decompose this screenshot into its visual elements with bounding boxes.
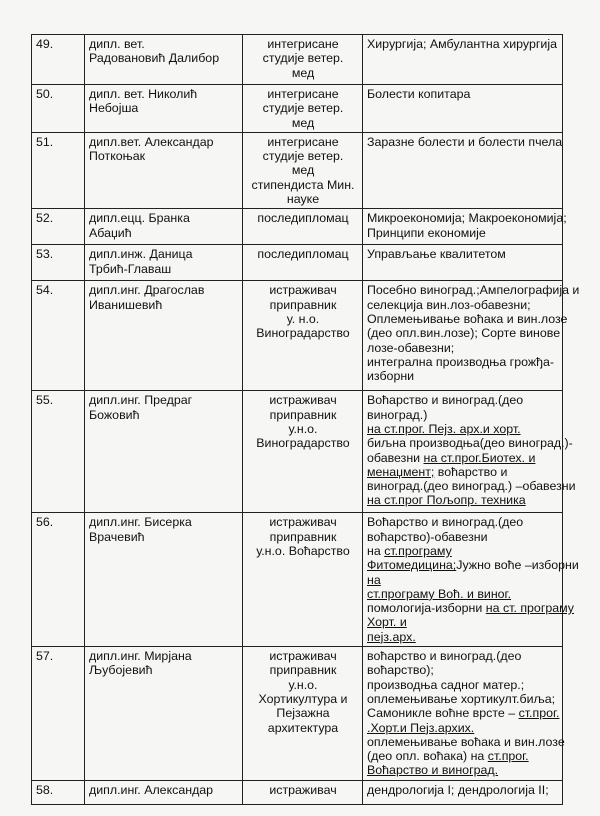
staff-status-line: архитектура xyxy=(267,720,339,735)
subject-line xyxy=(367,311,568,326)
staff-name-line: Небојша xyxy=(89,101,139,116)
subjects xyxy=(363,513,579,647)
staff-status-line: истраживач xyxy=(269,783,337,798)
subject-segment: ст.програму Воћ. и виног. xyxy=(367,586,512,601)
subject-line xyxy=(367,783,559,797)
subject-line xyxy=(367,601,574,616)
staff-name-line: Љубојевић xyxy=(89,663,153,678)
staff-status xyxy=(243,647,363,781)
staff-name xyxy=(85,391,243,513)
subject-segment: на ст.прог.Биотех. и xyxy=(423,450,536,465)
subject-line xyxy=(367,649,559,663)
staff-table-body xyxy=(32,35,580,805)
subject-segment: ст.прог. xyxy=(487,749,529,764)
staff-name xyxy=(85,781,243,805)
table-row xyxy=(32,132,563,208)
subject-segment: Принципи економије xyxy=(367,225,486,240)
subject-segment: воћарство и виноград.(део xyxy=(367,649,522,664)
staff-name xyxy=(85,647,243,781)
staff-status-line: последипломац xyxy=(257,211,349,226)
subject-line xyxy=(367,763,559,777)
subject-segment: Воћарство и виноград.(део xyxy=(367,515,524,530)
subject-segment: на ст.прог. Пејз. арх.и хорт. xyxy=(367,421,521,436)
staff-name-line: Абаџић xyxy=(89,225,132,240)
staff-status-line: студије ветер. xyxy=(262,51,344,66)
subject-line xyxy=(367,369,559,383)
subject-segment: помологија-изборни xyxy=(367,601,486,616)
subject-line xyxy=(367,326,559,340)
subject-segment: производња садног матер.; xyxy=(367,677,525,692)
staff-status-line: студије ветер. xyxy=(262,101,344,116)
subject-line xyxy=(367,298,559,312)
row-number: 52. xyxy=(32,209,85,245)
subject-segment: Воћарство и виноград. xyxy=(367,763,499,778)
staff-status xyxy=(243,209,363,245)
subject-line xyxy=(367,393,559,407)
table-row xyxy=(32,647,563,781)
staff-status xyxy=(243,35,363,85)
staff-name xyxy=(85,281,243,391)
table-row xyxy=(32,513,563,647)
subjects xyxy=(363,647,563,781)
staff-status-line: мед xyxy=(291,115,315,130)
subject-line xyxy=(367,247,559,261)
staff-status xyxy=(243,281,363,391)
subject-line xyxy=(367,465,559,479)
subject-line xyxy=(367,692,559,706)
staff-status-line: приправник xyxy=(269,529,337,544)
subject-line xyxy=(367,87,559,101)
staff-name xyxy=(85,209,243,245)
subjects xyxy=(363,781,563,805)
subject-line xyxy=(367,283,580,298)
subject-segment: (део опл.вин.лозе); Сорте винове xyxy=(367,326,561,341)
row-number: 50. xyxy=(32,85,85,133)
subject-segment: Оплемењивање воћака и вин.лозе xyxy=(367,311,568,326)
subject-line xyxy=(367,678,559,692)
staff-name-line: дипл.инг. Бисерка xyxy=(89,515,192,530)
subjects xyxy=(363,209,567,245)
row-number: 53. xyxy=(32,245,85,281)
row-number: 55. xyxy=(32,391,85,513)
staff-status xyxy=(243,245,363,281)
subject-segment: изборни xyxy=(367,369,415,384)
subject-line xyxy=(367,734,565,749)
staff-name-line: Божовић xyxy=(89,407,140,422)
staff-status-line: интегрисане xyxy=(267,37,339,51)
subject-segment: Воћарство и виноград.(део xyxy=(367,393,524,408)
subject-segment: менаџмент; xyxy=(367,464,435,479)
subject-line xyxy=(367,515,559,529)
subject-line xyxy=(367,341,559,355)
subject-segment: Хирургија; Амбулантна хирургија xyxy=(367,37,557,51)
subject-line xyxy=(367,451,559,465)
subject-line xyxy=(367,587,559,601)
subject-segment: Микроекономија; Макроекономија; xyxy=(367,211,567,226)
staff-status-line: у. н.о. xyxy=(286,311,320,326)
staff-status xyxy=(243,391,363,513)
subject-line xyxy=(367,573,559,587)
staff-status-line: науке xyxy=(286,192,320,207)
staff-name xyxy=(85,35,243,85)
subject-segment: Јужно воће –изборни xyxy=(456,558,579,573)
staff-name-line: дипл.вет. Александар xyxy=(89,134,214,149)
staff-status-line: интегрисане xyxy=(267,87,339,101)
table-row xyxy=(32,281,563,391)
staff-name xyxy=(85,513,243,647)
staff-name-line: Радовановић Далибор xyxy=(89,51,220,66)
staff-name-line: Трбић-Главаш xyxy=(89,261,172,276)
subject-segment: воћарство); xyxy=(367,663,434,678)
subject-line xyxy=(367,493,559,507)
staff-name-line: Поткоњак xyxy=(89,149,146,164)
staff-status-line: приправник xyxy=(269,297,337,312)
subject-line xyxy=(367,630,559,644)
staff-name-line: дипл.инг. Предраг xyxy=(89,393,193,408)
subject-segment: виноград.) xyxy=(367,407,428,422)
subject-segment: воћарство)-обавезни xyxy=(367,529,488,544)
staff-name-line: дипл.ецц. Бранка xyxy=(89,211,190,226)
subjects xyxy=(363,132,563,208)
subjects xyxy=(363,281,580,391)
staff-status-line: истраживач xyxy=(269,649,337,664)
subject-segment: Управљање квалитетом xyxy=(367,247,506,262)
row-number: 51. xyxy=(32,132,85,208)
staff-status-line: мед xyxy=(291,163,315,178)
staff-status-line: истраживач xyxy=(269,393,337,408)
staff-status-line: у.н.о. Воћарство xyxy=(256,543,350,558)
subject-segment: ст.програму xyxy=(384,543,452,558)
subject-segment: .Хорт.и Пејз.архих. xyxy=(367,720,475,735)
subject-segment: биљна производња(део виноград.)- xyxy=(367,436,573,451)
subject-segment: Фитомедицина; xyxy=(367,558,457,573)
staff-name-line: дипл.инг. Александар xyxy=(89,783,214,798)
staff-name-line: Врачевић xyxy=(89,529,145,544)
subject-line xyxy=(367,749,559,763)
subject-line xyxy=(367,544,559,558)
subject-line xyxy=(367,721,559,735)
subjects xyxy=(363,35,563,85)
subject-segment: лозе-обавезни; xyxy=(367,340,455,355)
staff-name-line: дипл.инж. Даница xyxy=(89,247,193,262)
subject-line xyxy=(367,422,559,436)
staff-status-line: приправник xyxy=(269,663,337,678)
subject-segment: дендрологија I; дендрологија II; xyxy=(367,783,549,798)
staff-status-line: Хортикултура и xyxy=(258,691,348,706)
subject-line xyxy=(367,706,559,720)
row-number: 58. xyxy=(32,781,85,805)
staff-name xyxy=(85,85,243,133)
subject-segment: на ст.прог Пољопр. техника xyxy=(367,493,526,508)
staff-status-line: у.н.о. xyxy=(288,677,318,692)
staff-status-line: стипендиста Мин. xyxy=(251,177,355,192)
subject-line xyxy=(367,615,559,629)
subject-segment: Болести копитара xyxy=(367,87,471,101)
subjects xyxy=(363,245,563,281)
staff-status-line: истраживач xyxy=(269,515,337,530)
staff-name xyxy=(85,132,243,208)
table-row xyxy=(32,35,563,85)
staff-status-line: студије ветер. xyxy=(262,149,344,164)
subject-segment: виноград.(део виноград.) –обавезни xyxy=(367,479,576,494)
subject-segment: Самоникле воћне врсте – xyxy=(367,706,519,721)
staff-status-line: истраживач xyxy=(269,283,337,298)
staff-status-line: мед xyxy=(291,65,315,80)
subject-line xyxy=(367,436,573,451)
table-row xyxy=(32,209,563,245)
staff-name-line: дипл.инг. Драгослав xyxy=(89,283,205,298)
subject-line xyxy=(367,211,567,226)
staff-table xyxy=(31,34,580,805)
subject-segment: на xyxy=(367,543,385,558)
subject-line xyxy=(367,134,563,149)
subject-segment: воћарство и xyxy=(434,464,508,479)
staff-name-line: дипл. вет. xyxy=(89,37,145,51)
staff-status-line: у.н.о. xyxy=(288,421,318,436)
staff-status xyxy=(243,85,363,133)
subject-segment: Посебно виноград.;Ампелографија и xyxy=(367,283,580,298)
subject-segment: на xyxy=(367,572,381,587)
staff-status-line: последипломац xyxy=(257,247,349,262)
subject-segment: селекција вин.лоз-обавезни; xyxy=(367,297,531,312)
staff-status xyxy=(243,132,363,208)
subject-segment: пејз.арх. xyxy=(367,629,416,644)
subject-segment: интегрална производња грожђа- xyxy=(367,354,555,369)
row-number: 57. xyxy=(32,647,85,781)
staff-name-line: дипл. вет. Николић xyxy=(89,87,198,101)
subject-line xyxy=(367,408,559,422)
subject-segment: оплемењивање хортикулт.биља; xyxy=(367,691,556,706)
subject-segment: Хорт. и xyxy=(367,615,407,630)
subject-line xyxy=(367,663,559,677)
subject-line xyxy=(367,226,559,240)
subject-segment: ст.прог. xyxy=(518,706,560,721)
subject-segment: на ст. програму xyxy=(485,601,574,616)
staff-status xyxy=(243,781,363,805)
row-number: 56. xyxy=(32,513,85,647)
table-row xyxy=(32,391,563,513)
staff-status-line: приправник xyxy=(269,407,337,422)
staff-status-line: Пејзажна xyxy=(276,706,330,721)
staff-name-line: Иванишевић xyxy=(89,297,163,312)
staff-name-line: дипл.инг. Мирјана xyxy=(89,649,192,664)
subject-segment: (део опл. воћака) на xyxy=(367,749,488,764)
table-row xyxy=(32,85,563,133)
table-row xyxy=(32,781,563,805)
subject-segment: обавезни xyxy=(367,450,424,465)
subject-line xyxy=(367,479,576,494)
subject-line xyxy=(367,558,579,573)
row-number: 49. xyxy=(32,35,85,85)
subject-segment: Заразне болести и болести пчела xyxy=(367,134,563,149)
table-row xyxy=(32,245,563,281)
staff-status-line: Виноградарство xyxy=(256,326,350,341)
row-number: 54. xyxy=(32,281,85,391)
subjects xyxy=(363,85,563,133)
staff-status-line: интегрисане xyxy=(267,134,339,149)
subject-line xyxy=(367,355,559,369)
staff-name xyxy=(85,245,243,281)
subject-line xyxy=(367,530,559,544)
subject-line xyxy=(367,37,559,51)
staff-status-line: Виноградарство xyxy=(256,436,350,451)
subjects xyxy=(363,391,576,513)
subject-segment: оплемењивање воћака и вин.лозе xyxy=(367,734,565,749)
staff-status xyxy=(243,513,363,647)
